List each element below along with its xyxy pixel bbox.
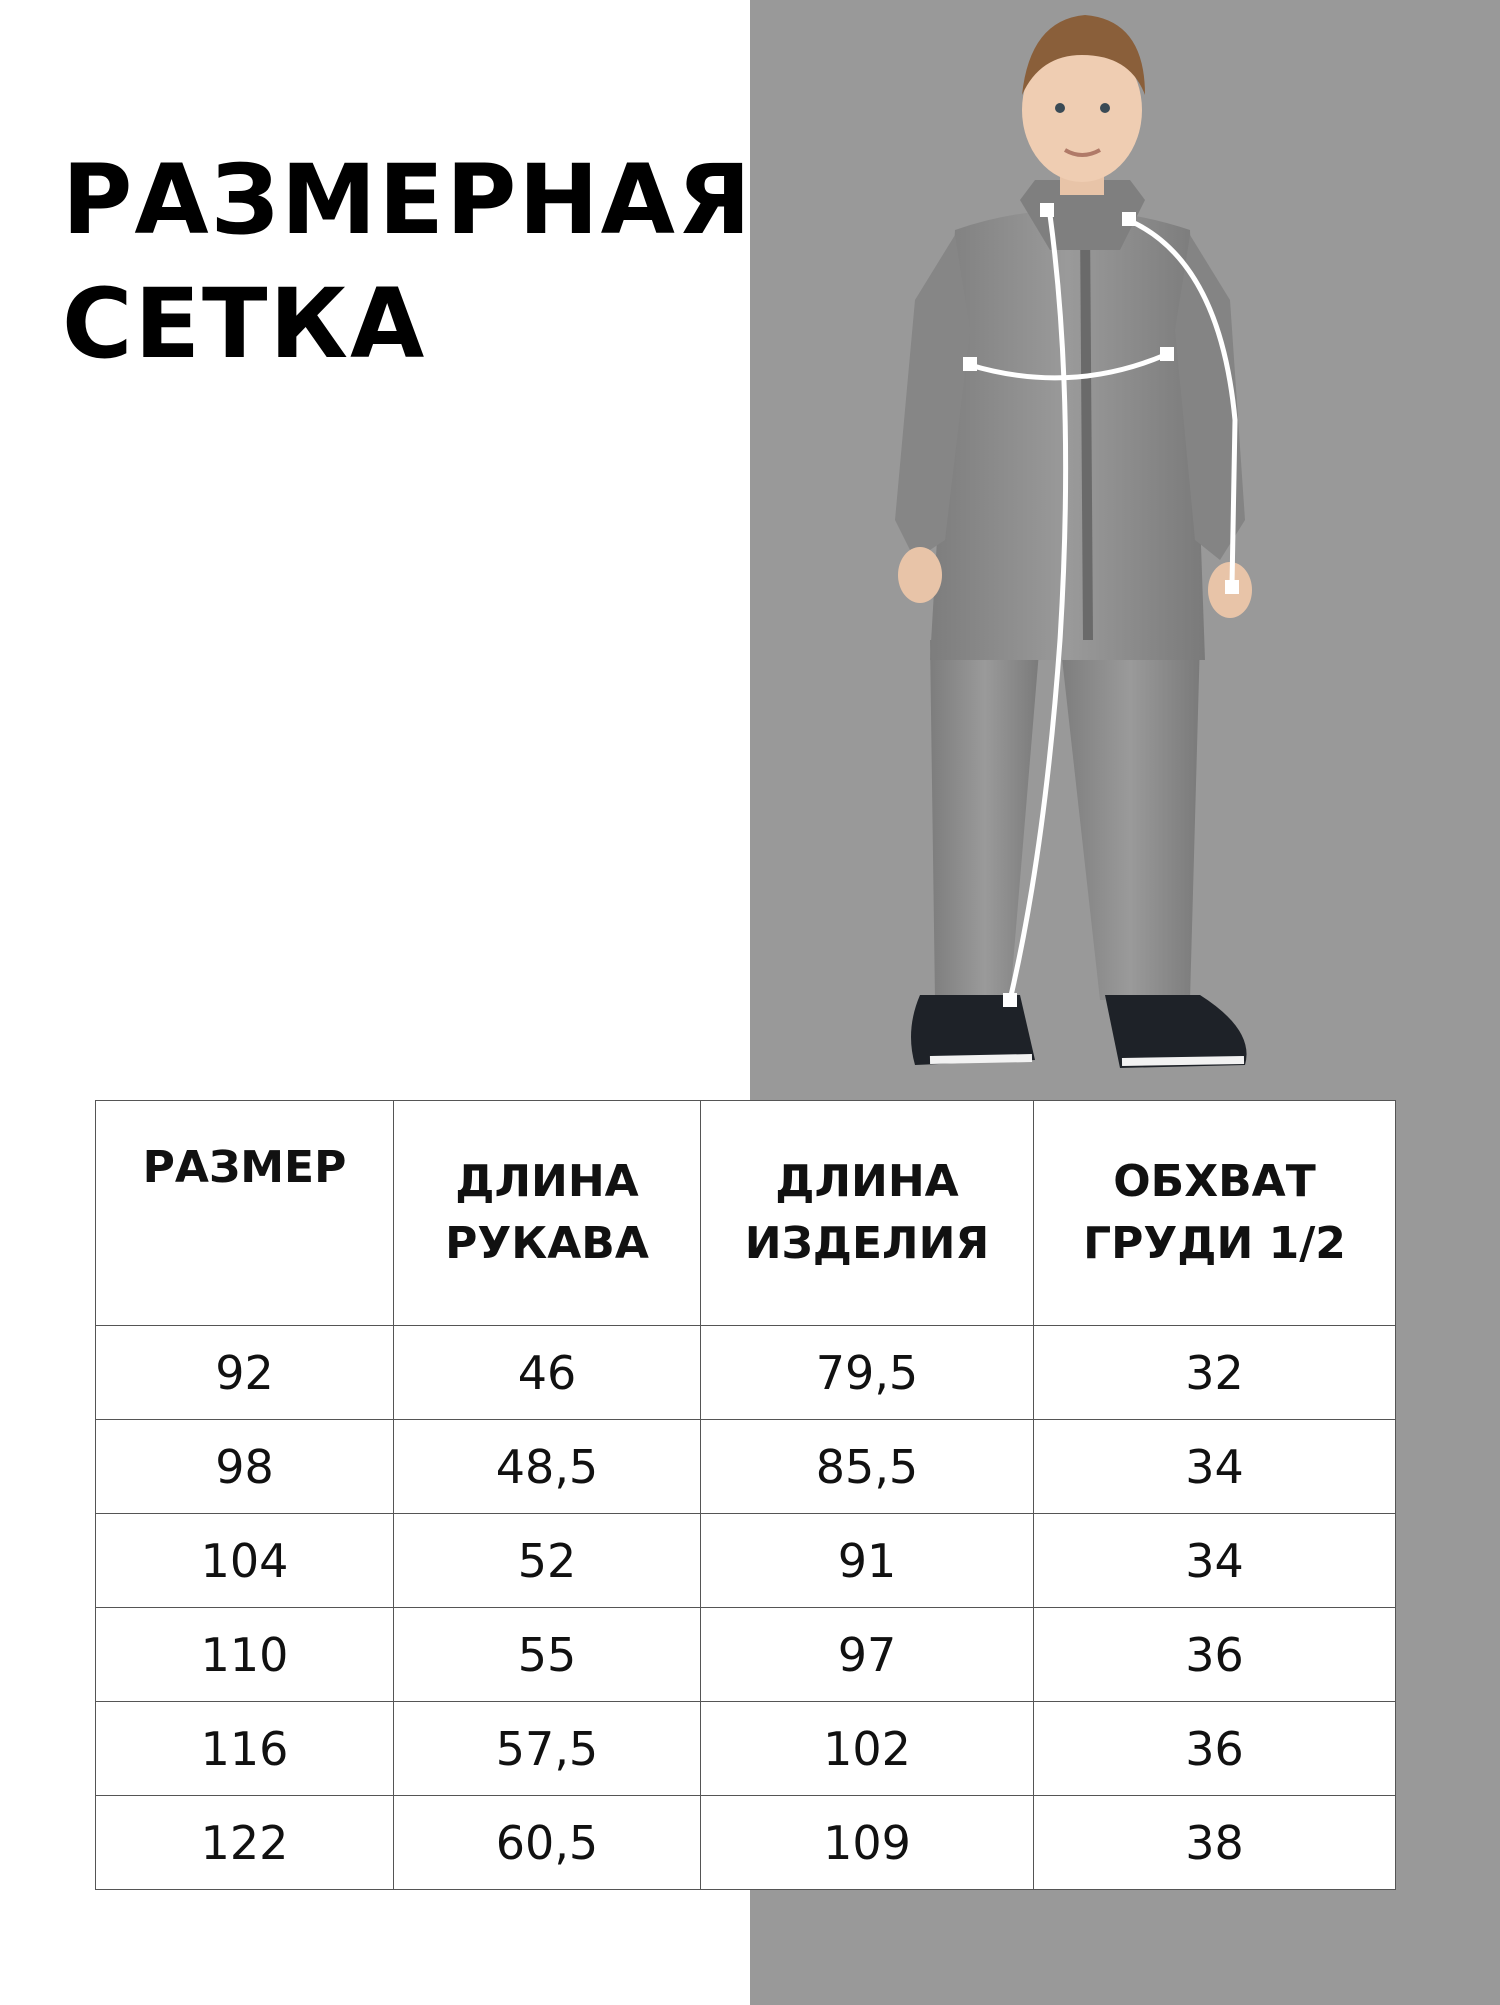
cell-sleeve-length: 46 bbox=[394, 1326, 701, 1420]
cell-size: 110 bbox=[96, 1608, 394, 1702]
table-row bbox=[96, 1796, 1396, 1890]
cell-product-length: 102 bbox=[701, 1702, 1034, 1796]
header-product-length: ДЛИНА ИЗДЕЛИЯ bbox=[701, 1101, 1034, 1326]
header-size: РАЗМЕР bbox=[96, 1101, 394, 1326]
cell-size: 122 bbox=[96, 1796, 394, 1890]
left-hand bbox=[898, 547, 942, 603]
table-row bbox=[96, 1514, 1396, 1608]
cell-chest-half-girth: 34 bbox=[1034, 1514, 1396, 1608]
cell-product-length: 91 bbox=[701, 1514, 1034, 1608]
table-header-row bbox=[96, 1101, 1396, 1326]
cell-sleeve-length: 55 bbox=[394, 1608, 701, 1702]
header-sleeve-length: ДЛИНА РУКАВА bbox=[394, 1101, 701, 1326]
cell-product-length: 109 bbox=[701, 1796, 1034, 1890]
table-row bbox=[96, 1702, 1396, 1796]
cell-chest-half-girth: 32 bbox=[1034, 1326, 1396, 1420]
page-title bbox=[62, 138, 753, 386]
title-line-1: РАЗМЕРНАЯ bbox=[62, 144, 753, 256]
cell-product-length: 97 bbox=[701, 1608, 1034, 1702]
cell-sleeve-length: 52 bbox=[394, 1514, 701, 1608]
cell-sleeve-length: 60,5 bbox=[394, 1796, 701, 1890]
cell-size: 92 bbox=[96, 1326, 394, 1420]
cell-chest-half-girth: 36 bbox=[1034, 1702, 1396, 1796]
cell-chest-half-girth: 38 bbox=[1034, 1796, 1396, 1890]
table-row bbox=[96, 1326, 1396, 1420]
cell-product-length: 79,5 bbox=[701, 1326, 1034, 1420]
cell-chest-half-girth: 36 bbox=[1034, 1608, 1396, 1702]
cell-product-length: 85,5 bbox=[701, 1420, 1034, 1514]
table-row bbox=[96, 1608, 1396, 1702]
size-chart-table bbox=[95, 1100, 1396, 1890]
cell-sleeve-length: 57,5 bbox=[394, 1702, 701, 1796]
jumpsuit-right-leg bbox=[1060, 640, 1200, 1000]
header-chest-half-girth: ОБХВАТ ГРУДИ 1/2 bbox=[1034, 1101, 1396, 1326]
title-line-2: СЕТКА bbox=[62, 268, 427, 380]
cell-size: 104 bbox=[96, 1514, 394, 1608]
jumpsuit-zipper bbox=[1085, 220, 1088, 640]
table-row bbox=[96, 1420, 1396, 1514]
cell-size: 98 bbox=[96, 1420, 394, 1514]
cell-size: 116 bbox=[96, 1702, 394, 1796]
product-photo bbox=[860, 0, 1360, 1100]
cell-chest-half-girth: 34 bbox=[1034, 1420, 1396, 1514]
cell-sleeve-length: 48,5 bbox=[394, 1420, 701, 1514]
